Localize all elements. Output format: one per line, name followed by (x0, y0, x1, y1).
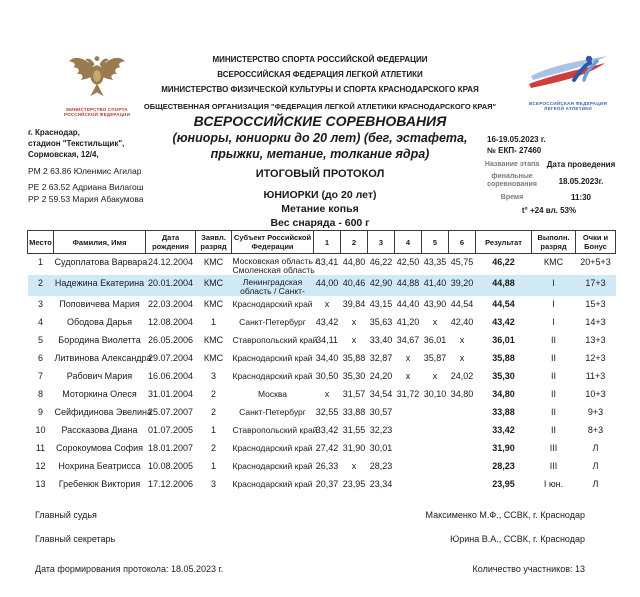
table-row (28, 476, 616, 494)
cell-attempt-1: x (324, 389, 330, 399)
cell-attempt-5: 43,35 (423, 257, 447, 267)
cell-points: 15+3 (585, 299, 606, 309)
time-value: 11:30 (570, 193, 592, 202)
chief-judge-name: Максименко М.Ф., ССВК, г. Краснодар (425, 510, 585, 520)
cell-attempt-5 (422, 404, 449, 422)
cell-result: 33,42 (492, 425, 515, 435)
venue-address: Сормовская, 12/4, (28, 150, 99, 159)
cell-result: 23,95 (492, 479, 515, 489)
vfla-logo-caption-line1: ВСЕРОССИЙСКАЯ ФЕДЕРАЦИЯ (528, 101, 608, 106)
cell-points: 12+3 (585, 353, 606, 363)
cell-attempt-2: x (351, 335, 357, 345)
runner-swoosh-icon (525, 83, 611, 100)
header-place: Место (28, 231, 54, 254)
cell-attempt-1: 33,42 (315, 425, 339, 435)
cell-attempt-1: 30,50 (315, 371, 339, 381)
cell-dob: 22.03.2004 (147, 299, 194, 309)
cell-name: Рассказова Диана (61, 425, 138, 435)
cell-attempt-4: 31,72 (396, 389, 420, 399)
cell-attempt-1: 34,40 (315, 353, 339, 363)
cell-name: Литвинова Александра (54, 353, 152, 363)
header-attempt-3: 3 (368, 231, 395, 254)
cell-declared-rank: КМС (203, 257, 224, 267)
cell-points: 9+3 (587, 407, 604, 417)
cell-dob: 29.07.2004 (147, 353, 194, 363)
table-row (28, 440, 616, 458)
venue-stadium: стадион "Текстильщик", (28, 139, 125, 148)
cell-name: Бородина Виолетта (58, 335, 141, 345)
cell-result: 34,80 (492, 389, 515, 399)
cell-dob: 24.12.2004 (147, 257, 194, 267)
event-info-grid (480, 158, 618, 204)
gov-logo-caption-line1: МИНИСТЕРСТВО СПОРТА (66, 107, 128, 112)
competition-title: ВСЕРОССИЙСКИЕ СОРЕВНОВАНИЯ (193, 113, 447, 129)
cell-attempt-2: 44,80 (342, 257, 366, 267)
cell-achieved-rank: II (550, 371, 556, 381)
table-row (28, 275, 616, 296)
header-achieved-rank: Выполн. разряд (532, 231, 576, 254)
results-table-header (28, 231, 616, 254)
cell-achieved-rank: III (549, 443, 558, 453)
cell-attempt-4: 44,40 (396, 299, 420, 309)
protocol-date: Дата формирования протокола: 18.05.2023 г. (35, 564, 224, 574)
venue-city: г. Краснодар, (28, 128, 80, 137)
cell-attempt-1: 20,37 (315, 479, 339, 489)
cell-result: 36,01 (492, 335, 515, 345)
cell-attempt-5 (422, 458, 449, 476)
cell-attempt-5: 30,10 (423, 389, 447, 399)
document-footer (0, 510, 640, 574)
header-region: Субъект Российской Федерации (232, 231, 314, 254)
cell-place: 6 (37, 353, 43, 363)
cell-attempt-3: 32,23 (369, 425, 393, 435)
cell-attempt-6 (449, 476, 476, 494)
cell-attempt-5: 35,87 (423, 353, 447, 363)
cell-attempt-1: 43,42 (315, 317, 339, 327)
header-points: Очки и Бонус (576, 231, 616, 254)
table-row (28, 386, 616, 404)
double-headed-eagle-icon (65, 89, 129, 106)
cell-dob: 12.08.2004 (147, 317, 194, 327)
table-row (28, 254, 616, 276)
ministry-line-1: МИНИСТЕРСТВО СПОРТА РОССИЙСКОЙ ФЕДЕРАЦИИ (212, 55, 428, 64)
cell-attempt-1: 34,11 (316, 335, 338, 345)
header-attempt-2: 2 (341, 231, 368, 254)
cell-declared-rank: 2 (210, 389, 216, 399)
table-row (28, 296, 616, 314)
cell-region: Краснодарский край (232, 371, 313, 381)
ministry-of-sport-logo (52, 48, 142, 117)
cell-result: 28,23 (492, 461, 515, 471)
cell-name: Поповичева Мария (59, 299, 140, 309)
cell-region: Москва (257, 389, 288, 399)
cell-achieved-rank: II (550, 407, 556, 417)
cell-dob: 10.08.2005 (147, 461, 194, 471)
cell-attempt-4: x (405, 353, 411, 363)
cell-attempt-2: 23,95 (342, 479, 366, 489)
cell-attempt-2: 31,55 (342, 425, 366, 435)
cell-attempt-6: 45,75 (450, 257, 474, 267)
ministry-line-3: МИНИСТЕРСТВО ФИЗИЧЕСКОЙ КУЛЬТУРЫ И СПОРТА КРАСНОДАРСКОГО КРАЯ (161, 85, 479, 94)
cell-place: 8 (37, 389, 43, 399)
cell-attempt-6 (449, 404, 476, 422)
cell-result: 33,88 (492, 407, 515, 417)
cell-attempt-3: 32,87 (369, 353, 393, 363)
cell-attempt-3: 43,15 (369, 299, 393, 309)
cell-attempt-2: 39,84 (342, 299, 366, 309)
cell-place: 10 (35, 425, 46, 435)
cell-attempt-2: 31,57 (342, 389, 366, 399)
cell-attempt-2: 31,90 (342, 443, 366, 453)
cell-achieved-rank: I (552, 278, 555, 288)
event-title: Метание копья (281, 203, 359, 215)
protocol-title: ИТОГОВЫЙ ПРОТОКОЛ (255, 168, 385, 180)
cell-name: Сорокоумова София (55, 443, 144, 453)
cell-result: 35,30 (492, 371, 515, 381)
cell-attempt-6: x (459, 335, 465, 345)
cell-attempt-1: 43,41 (315, 257, 339, 267)
cell-dob: 26.05.2006 (147, 335, 194, 345)
cell-points: 13+3 (585, 335, 606, 345)
organization-line: ОБЩЕСТВЕННАЯ ОРГАНИЗАЦИЯ "ФЕДЕРАЦИЯ ЛЕГКОЙ АТЛЕТИКИ КРАСНОДАРСКОГО КРАЯ" (143, 102, 497, 111)
cell-name: Ободова Дарья (66, 317, 133, 327)
cell-attempt-4: x (405, 371, 411, 381)
competition-subtitle-line1: (юниоры, юниорки до 20 лет) (бег, эстафета, (172, 131, 468, 145)
cell-achieved-rank: II (550, 335, 556, 345)
table-row (28, 368, 616, 386)
cell-result: 43,42 (492, 317, 515, 327)
cell-attempt-6: 42,40 (450, 317, 474, 327)
cell-attempt-5: x (432, 371, 438, 381)
cell-region: Санкт-Петербург (239, 317, 306, 327)
cell-result: 35,88 (492, 353, 515, 363)
cell-attempt-3: 34,54 (369, 389, 393, 399)
cell-attempt-2: 35,88 (342, 353, 366, 363)
table-row (28, 314, 616, 332)
cell-attempt-4 (395, 422, 422, 440)
header-name: Фамилия, Имя (54, 231, 146, 254)
cell-region: Краснодарский край (232, 443, 313, 453)
cell-place: 7 (37, 371, 43, 381)
cell-attempt-5: 43,90 (423, 299, 447, 309)
records-block (28, 165, 144, 205)
cell-achieved-rank: II (550, 389, 556, 399)
cell-declared-rank: 1 (210, 425, 216, 435)
cell-attempt-6: 39,20 (450, 278, 474, 288)
cell-attempt-1: 32,55 (315, 407, 339, 417)
cell-points: 14+3 (585, 317, 606, 327)
cell-attempt-1: 27,42 (315, 443, 339, 453)
cell-dob: 20.01.2004 (147, 278, 194, 288)
participants-count: Количество участников: 13 (472, 564, 585, 574)
cell-attempt-6 (449, 440, 476, 458)
cell-name: Нохрина Беатрисса (58, 461, 141, 471)
table-row (28, 458, 616, 476)
cell-region: Санкт-Петербург (239, 407, 306, 417)
competition-dates: 16-19.05.2023 г. (487, 135, 546, 144)
header-result: Результат (476, 231, 532, 254)
ekp-number: № ЕКП- 27460 (487, 146, 542, 155)
cell-attempt-6 (449, 422, 476, 440)
stage-name-value: финальные соревнования (487, 173, 537, 188)
cell-attempt-2: x (351, 317, 357, 327)
cell-region: Краснодарский край (232, 353, 313, 363)
cell-attempt-3: 42,90 (369, 278, 393, 288)
cell-points: Л (592, 443, 599, 453)
cell-declared-rank: КМС (203, 278, 224, 288)
cell-attempt-6: x (459, 353, 465, 363)
category-title: ЮНИОРКИ (до 20 лет) (263, 189, 377, 201)
venue-block (28, 127, 124, 160)
cell-points: Л (592, 461, 599, 471)
cell-place: 1 (37, 257, 43, 267)
cell-dob: 25.07.2007 (147, 407, 194, 417)
chief-secretary-name: Юрина В.А., ССВК, г. Краснодар (450, 534, 585, 544)
cell-achieved-rank: I (552, 299, 555, 309)
cell-declared-rank: КМС (203, 353, 224, 363)
weather-conditions: t° +24 вл. 53% (521, 206, 577, 215)
cell-region: Московская область / Смоленская область (232, 256, 318, 275)
cell-region: Ставропольский край (232, 425, 318, 435)
cell-attempt-6: 44,54 (450, 299, 474, 309)
stage-date-value: 18.05.2023г. (558, 176, 604, 186)
cell-result: 44,88 (492, 278, 515, 288)
cell-attempt-4 (395, 476, 422, 494)
cell-achieved-rank: II (550, 425, 556, 435)
cell-attempt-4 (395, 404, 422, 422)
cell-place: 5 (37, 335, 43, 345)
cell-points: 20+5+3 (580, 257, 611, 267)
cell-attempt-3: 28,23 (369, 461, 393, 471)
cell-attempt-4: 42,50 (396, 257, 420, 267)
cell-achieved-rank: КМС (543, 257, 564, 267)
cell-points: 11+3 (585, 371, 606, 381)
time-label: Время (500, 193, 524, 201)
cell-attempt-3: 30,01 (369, 443, 393, 453)
athletics-federation-logo (522, 52, 614, 111)
vfla-logo-caption-line2: ЛЕГКОЙ АТЛЕТИКИ (544, 106, 592, 111)
table-row (28, 350, 616, 368)
cell-attempt-2: 40,46 (342, 278, 366, 288)
cell-points: 10+3 (585, 389, 606, 399)
cell-attempt-4: 34,67 (396, 335, 420, 345)
header-attempt-1: 1 (314, 231, 341, 254)
cell-dob: 18.01.2007 (147, 443, 194, 453)
cell-attempt-5 (422, 422, 449, 440)
header-attempt-5: 5 (422, 231, 449, 254)
cell-attempt-2: 35,30 (342, 371, 366, 381)
gov-logo-caption-line2: РОССИЙСКОЙ ФЕДЕРАЦИИ (63, 112, 131, 117)
cell-region: Ставропольский край (232, 335, 318, 345)
cell-attempt-5 (422, 476, 449, 494)
stage-date-label: Дата проведения (546, 160, 616, 169)
cell-attempt-5: x (432, 317, 438, 327)
russian-record-line: РР 2 59.53 Мария Абакумова (28, 194, 144, 204)
cell-declared-rank: КМС (203, 335, 224, 345)
document-header (0, 0, 640, 228)
cell-points: 17+3 (585, 278, 606, 288)
cell-attempt-3: 24,20 (369, 371, 393, 381)
protocol-meta-row (0, 564, 640, 574)
cell-dob: 01.07.2005 (147, 425, 194, 435)
chief-secretary-label: Главный секретарь (35, 534, 116, 544)
table-row (28, 422, 616, 440)
cell-region: Ленинградская область / Санкт- (240, 277, 305, 296)
cell-attempt-3: 35,63 (369, 317, 393, 327)
event-info-block (480, 134, 618, 215)
cell-attempt-6: 34,80 (450, 389, 474, 399)
cell-name: Судоплатова Варвара (54, 257, 148, 267)
cell-attempt-6 (449, 458, 476, 476)
cell-achieved-rank: I (552, 317, 555, 327)
cell-declared-rank: 2 (210, 443, 216, 453)
cell-place: 13 (35, 479, 46, 489)
cell-attempt-1: 26,33 (315, 461, 339, 471)
cell-attempt-4 (395, 440, 422, 458)
cell-points: Л (592, 479, 599, 489)
competition-subtitle-line2: прыжки, метание, толкание ядра) (210, 147, 430, 161)
cell-attempt-5: 41,40 (423, 278, 447, 288)
cell-attempt-2: x (351, 461, 357, 471)
cell-declared-rank: 3 (210, 479, 216, 489)
cell-declared-rank: КМС (203, 299, 224, 309)
cell-declared-rank: 2 (210, 407, 216, 417)
european-record-line: РЕ 2 63.52 Адриана Вилагош (28, 182, 144, 192)
cell-achieved-rank: III (549, 461, 558, 471)
cell-attempt-5: 36,01 (423, 335, 447, 345)
cell-attempt-4 (395, 458, 422, 476)
cell-attempt-1: 44,00 (315, 278, 339, 288)
cell-attempt-2: 33,88 (342, 407, 366, 417)
cell-name: Надежина Екатерина (54, 278, 145, 288)
cell-name: Гребенюк Виктория (58, 479, 141, 489)
header-dob: Дата рождения (146, 231, 196, 254)
table-row (28, 404, 616, 422)
cell-dob: 16.06.2004 (147, 371, 194, 381)
header-attempt-6: 6 (449, 231, 476, 254)
cell-place: 2 (37, 278, 43, 288)
chief-judge-row (0, 510, 640, 520)
cell-place: 11 (35, 443, 46, 453)
table-row (28, 332, 616, 350)
cell-points: 8+3 (587, 425, 604, 435)
cell-place: 9 (37, 407, 43, 417)
cell-declared-rank: 1 (210, 317, 216, 327)
cell-attempt-3: 30,57 (369, 407, 393, 417)
world-record-line: РМ 2 63.86 Юленмис Агилар (28, 166, 142, 176)
cell-attempt-4: 44,88 (396, 278, 420, 288)
chief-secretary-row (0, 534, 640, 544)
cell-result: 31,90 (492, 443, 515, 453)
cell-attempt-3: 23,34 (369, 479, 393, 489)
cell-achieved-rank: II (550, 353, 556, 363)
cell-declared-rank: 3 (210, 371, 216, 381)
ministry-line-2: ВСЕРОССИЙСКАЯ ФЕДЕРАЦИЯ ЛЕГКОЙ АТЛЕТИКИ (217, 70, 423, 79)
cell-place: 3 (37, 299, 43, 309)
cell-name: Сейфидинова Эвелина (54, 407, 153, 417)
cell-result: 44,54 (492, 299, 515, 309)
cell-dob: 31.01.2004 (147, 389, 194, 399)
cell-attempt-3: 33,40 (369, 335, 393, 345)
cell-region: Краснодарский край (232, 479, 313, 489)
chief-judge-label: Главный судья (35, 510, 97, 520)
cell-achieved-rank: I юн. (543, 479, 564, 489)
cell-region: Краснодарский край (232, 299, 313, 309)
cell-place: 4 (37, 317, 43, 327)
cell-region: Краснодарский край (232, 461, 313, 471)
cell-dob: 17.12.2006 (147, 479, 194, 489)
cell-attempt-6: 24,02 (450, 371, 474, 381)
cell-name: Моторкина Олеся (62, 389, 137, 399)
cell-result: 46,22 (492, 257, 515, 267)
title-block (135, 52, 505, 230)
cell-attempt-4: 41,20 (396, 317, 420, 327)
cell-place: 12 (35, 461, 46, 471)
cell-attempt-5 (422, 440, 449, 458)
results-table (27, 230, 616, 494)
cell-attempt-1: x (324, 299, 330, 309)
cell-name: Рабович Мария (66, 371, 133, 381)
header-attempt-4: 4 (395, 231, 422, 254)
cell-declared-rank: 1 (210, 461, 216, 471)
header-declared-rank: Заявл. разряд (196, 231, 232, 254)
implement-weight: Вес снаряда - 600 г (270, 217, 370, 229)
stage-name-label: Название этапа (484, 160, 540, 168)
results-table-body (28, 254, 616, 495)
cell-attempt-3: 46,22 (369, 257, 393, 267)
